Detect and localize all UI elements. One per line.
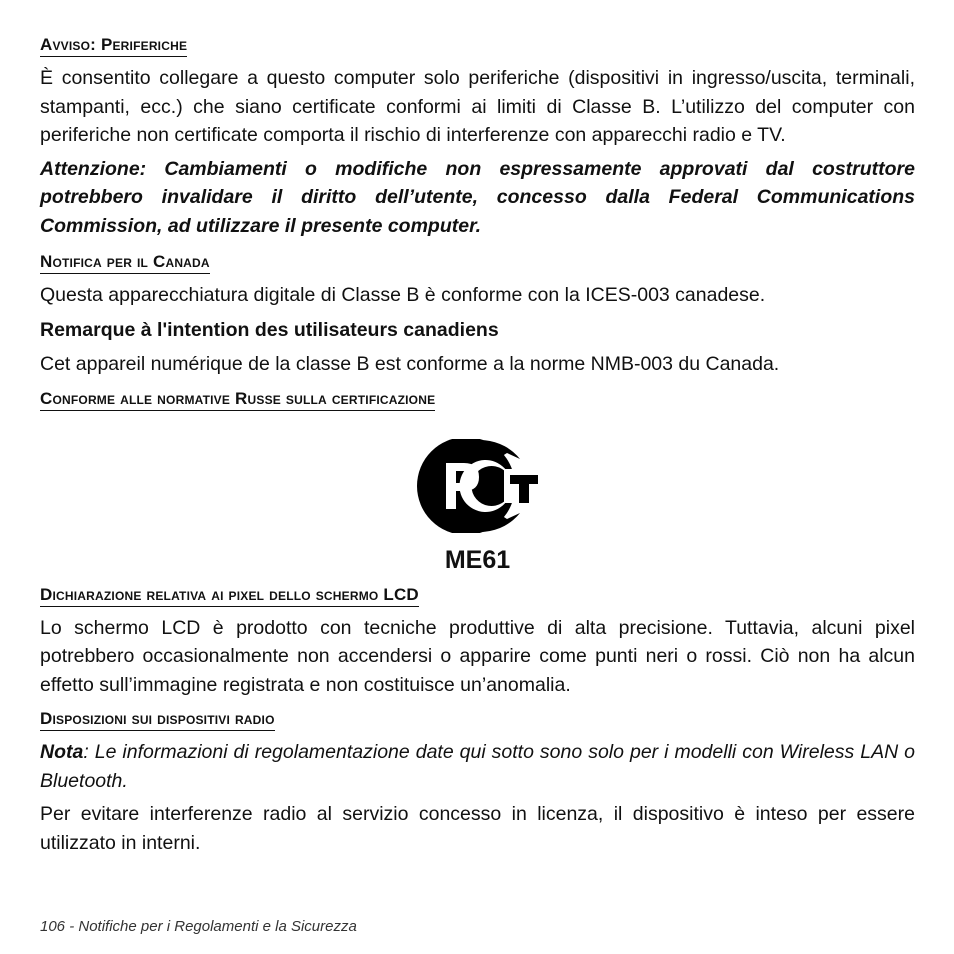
heading-pixel-lcd: Dichiarazione relativa ai pixel dello schermo LCD bbox=[40, 585, 419, 607]
heading-notifica-canada: Notifica per il Canada bbox=[40, 252, 210, 274]
gost-r-pct-logo bbox=[40, 439, 915, 533]
heading-dispositivi-radio: Disposizioni sui dispositivi radio bbox=[40, 709, 275, 731]
document-page bbox=[40, 30, 915, 857]
paragraph-radio: Per evitare interferenze radio al servizio concesso in licenza, il dispositivo è inteso per essere utilizzato in interni. bbox=[40, 803, 915, 854]
paragraph-periferiche: È consentito collegare a questo computer solo periferiche (dispositivi in ingresso/uscita, terminali, stampanti, ecc.) che siano certificate conformi ai limiti di Classe B. L’utilizzo del computer con periferiche non certificate comporta il rischio di interferenze con apparecchi radio e TV. bbox=[40, 67, 915, 146]
paragraph-canada: Questa apparecchiatura digitale di Classe B è conforme con la ICES-003 canadese. bbox=[40, 284, 766, 306]
paragraph-canada-fr: Cet appareil numérique de la classe B est conforme a la norme NMB-003 du Canada. bbox=[40, 353, 780, 375]
page-footer: 106 - Notifiche per i Regolamenti e la Sicurezza bbox=[40, 918, 357, 935]
pct-logo-icon bbox=[416, 439, 540, 533]
model-label: ME61 bbox=[444, 545, 511, 574]
paragraph-pixel-lcd: Lo schermo LCD è prodotto con tecniche produttive di alta precisione. Tuttavia, alcuni pixel potrebbero occasionalmente non accendersi o apparire come punti neri o rossi. Ciò non ha alcun effetto sull’immagine registrata e non costituisce un’anomalia. bbox=[40, 616, 915, 696]
heading-avviso-periferiche: Avviso: Periferiche bbox=[40, 35, 187, 57]
warning-fcc: Attenzione: Cambiamenti o modifiche non espressamente approvati dal costruttore potrebbero invalidare il diritto dell’utente, concesso dalla Federal Communications Commission, ad utilizzare il presente computer. bbox=[40, 157, 915, 237]
note-text: : Le informazioni di regolamentazione date qui sotto sono solo per i modelli con Wireless LAN o Bluetooth. bbox=[40, 741, 915, 792]
heading-normative-russe: Conforme alle normative Russe sulla certificazione bbox=[40, 389, 435, 411]
subheading-remarque: Remarque à l'intention des utilisateurs canadiens bbox=[40, 318, 499, 341]
note-paragraph bbox=[40, 738, 915, 795]
note-label: Nota bbox=[40, 741, 84, 763]
